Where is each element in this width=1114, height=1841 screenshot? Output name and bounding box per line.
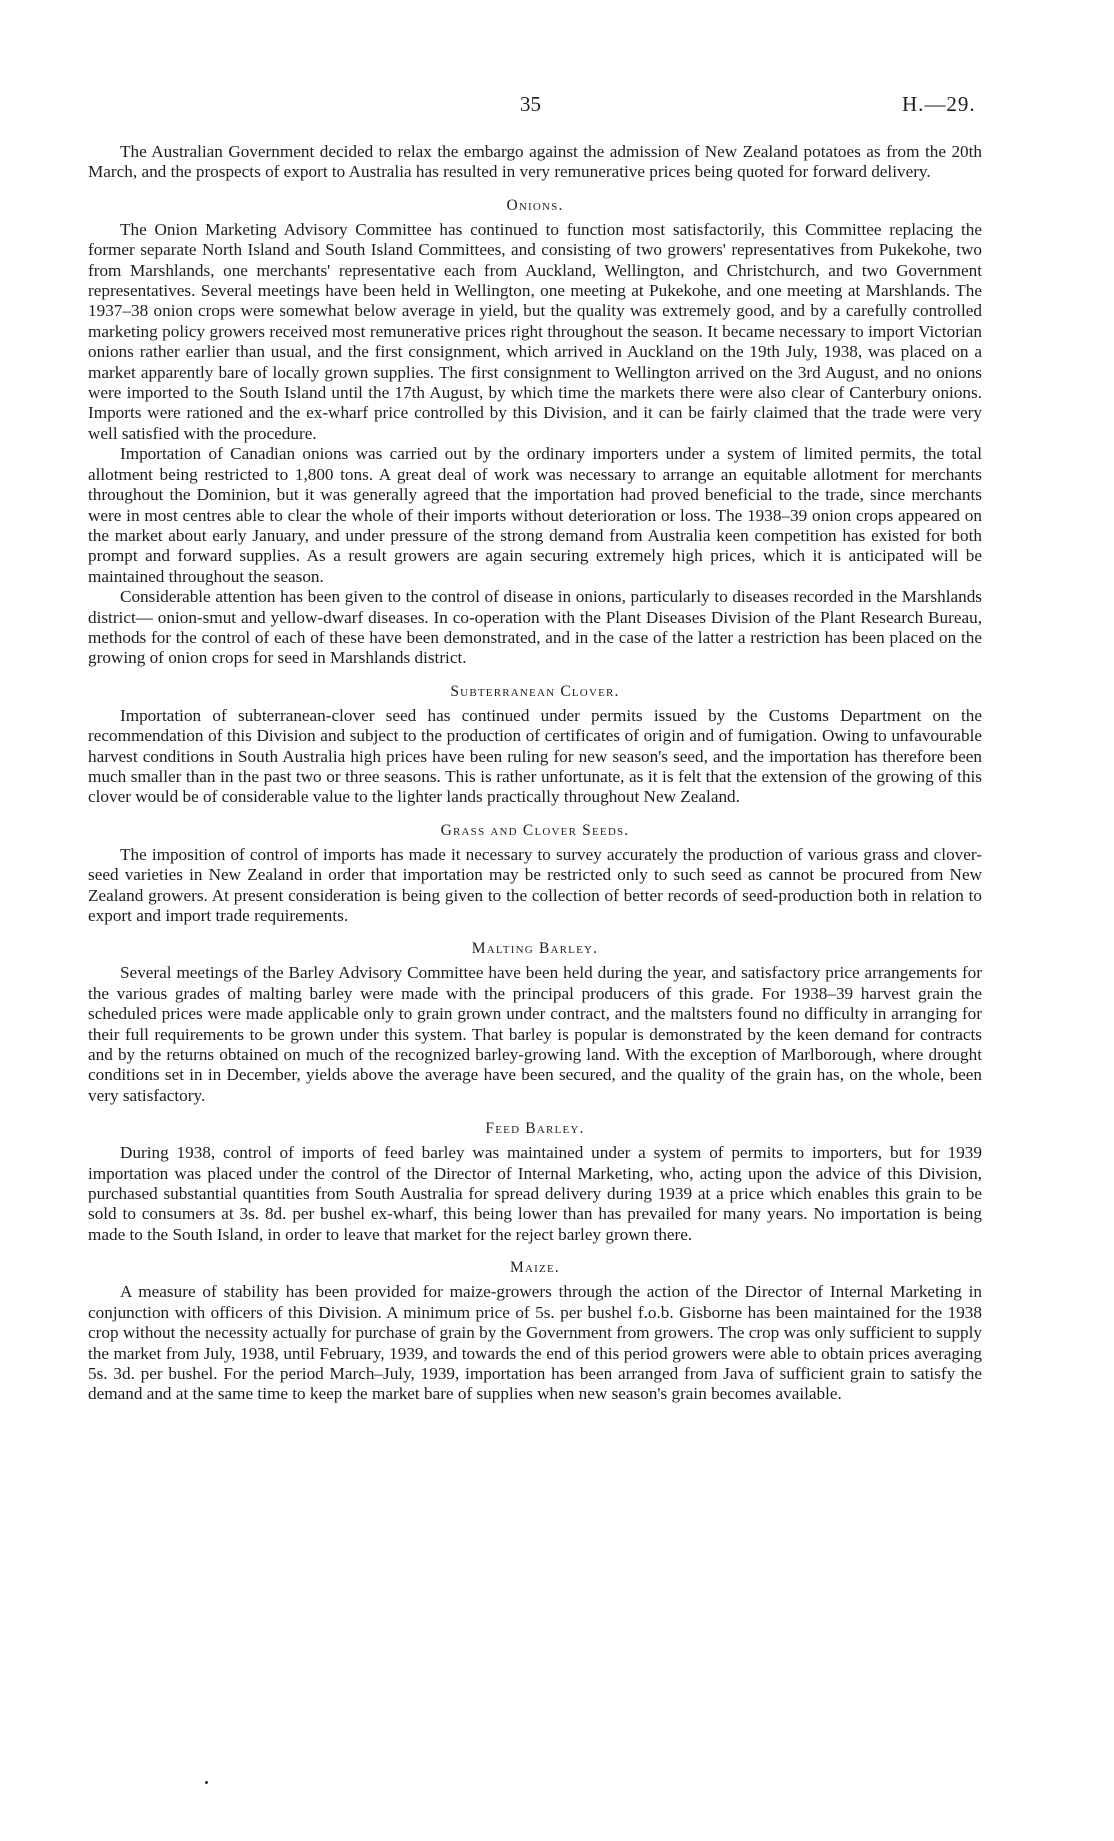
section-heading-feed-barley: Feed Barley. [485,1120,585,1138]
paragraph-onions-disease: Considerable attention has been given to the control of disease in onions, particularly to diseases recorded in the Marshlands district— onion-smut and yellow-dwarf diseases. In co-operation with the Plant Diseases Division of the Plant Research Bureau, methods for the control of each of these have been demonstrated, and in the case of the latter a restriction has been placed on the growing of onion crops for seed in Marshlands district. [88,587,982,668]
paragraph-grass-clover-seeds: The imposition of control of imports has made it necessary to survey accurately the production of various grass and clover-seed varieties in New Zealand in order that importation may be restricted only to such seed as cannot be procured from New Zealand growers. At present consideration is being given to the collection of better records of seed-production both in relation to export and import trade requirements. [88,844,982,925]
page-number: 35 [520,92,541,116]
page-header [0,92,1114,122]
paragraph-potatoes: The Australian Government decided to relax the embargo against the admission of New Zealand potatoes as from the 20th March, and the prospects of export to Australia has resulted in very remunerative prices being quoted for forward delivery. [88,142,982,182]
section-heading-maize: Maize. [510,1259,560,1277]
paragraph-maize: A measure of stability has been provided for maize-growers through the action of the Director of Internal Marketing in conjunction with officers of this Division. A minimum price of 5s. per bushel f.o.b. Gisborne has been maintained for the 1938 crop without the necessity actually for purchase of grain by the Government from growers. The crop was only sufficient to supply the market from July, 1938, until February, 1939, and towards the end of this period growers were able to obtain prices averaging 5s. 3d. per bushel. For the period March–July, 1939, importation has been arranged from Java of sufficient grain to satisfy the demand and at the same time to keep the market bare of supplies when new season's grain becomes available. [88,1282,982,1404]
print-speck [205,1781,208,1784]
section-heading-grass-clover-seeds: Grass and Clover Seeds. [440,821,630,839]
section-heading-malting-barley: Malting Barley. [471,940,599,958]
paragraph-feed-barley: During 1938, control of imports of feed barley was maintained under a system of permits to importers, but for 1939 importation was placed under the control of the Director of Internal Marketing, who, acting upon the advice of this Division, purchased substantial quantities from South Australia for spread delivery during 1939 at a price which enables this grain to be sold to consumers at 3s. 8d. per bushel ex-wharf, this being lower than has prevailed for many years. No importation is being made to the South Island, in order to leave that market for the reject barley grown there. [88,1143,982,1244]
paragraph-onions-committee: The Onion Marketing Advisory Committee has continued to function most satisfactorily, this Committee replacing the former separate North Island and South Island Committees, and consisting of two growers' representatives from Pukekohe, two from Marshlands, one merchants' representative each from Auckland, Wellington, and Christchurch, and two Government representatives. Several meetings have been held in Wellington, one meeting at Pukekohe, and one meeting at Marshlands. The 1937–38 onion crops were somewhat below average in yield, but the quality was extremely good, and by a carefully controlled marketing policy growers received most remunerative prices right throughout the season. It became necessary to import Victorian onions rather earlier than usual, and the first consignment, which arrived in Auckland on the 19th July, 1938, was placed on a market apparently bare of locally grown supplies. The first consignment to Wellington arrived on the 3rd August, and no onions were imported to the South Island until the 17th August, by which time the markets there were also clear of Canterbury onions. Imports were rationed and the ex-wharf price controlled by this Division, and it can be fairly claimed that the trade were very well satisfied with the procedure. [88,219,982,443]
body-text [88,142,982,1405]
document-reference: H.—29. [902,92,976,116]
paragraph-subterranean-clover: Importation of subterranean-clover seed has continued under permits issued by the Customs Department on the recommendation of this Division and subject to the production of certificates of origin and of fumigation. Owing to unfavourable harvest conditions in South Australia high prices have been ruling for new season's seed, and the importation has therefore been much smaller than in the past two or three seasons. This is rather unfortunate, as it is felt that the extension of the growing of this clover would be of considerable value to the lighter lands practically throughout New Zealand. [88,705,982,807]
section-heading-subterranean-clover: Subterranean Clover. [450,682,620,700]
paragraph-malting-barley: Several meetings of the Barley Advisory Committee have been held during the year, and satisfactory price arrangements for the various grades of malting barley were made with the principal producers of this grade. For 1938–39 harvest grain the scheduled prices were made applicable only to grain grown under contract, and the maltsters found no difficulty in arranging for their full requirements to be grown under this system. That barley is popular is demonstrated by the keen demand for contracts and by the returns obtained on much of the recognized barley-growing land. With the exception of Marlborough, where drought conditions set in in December, yields above the average have been secured, and the quality of the grain has, on the whole, been very satisfactory. [88,963,982,1105]
section-heading-onions: Onions. [506,196,564,214]
paragraph-onions-canadian: Importation of Canadian onions was carried out by the ordinary importers under a system of limited permits, the total allotment being restricted to 1,800 tons. A great deal of work was necessary to arrange an equitable allotment for merchants throughout the Dominion, but it was generally agreed that the importation had proved beneficial to the trade, since merchants were in most centres able to clear the whole of their imports without deterioration or loss. The 1938–39 onion crops appeared on the market about early January, and under pressure of the strong demand from Australia keen competition has existed for both prompt and forward supplies. As a result growers are again securing extremely high prices, which it is anticipated will be maintained throughout the season. [88,444,982,586]
